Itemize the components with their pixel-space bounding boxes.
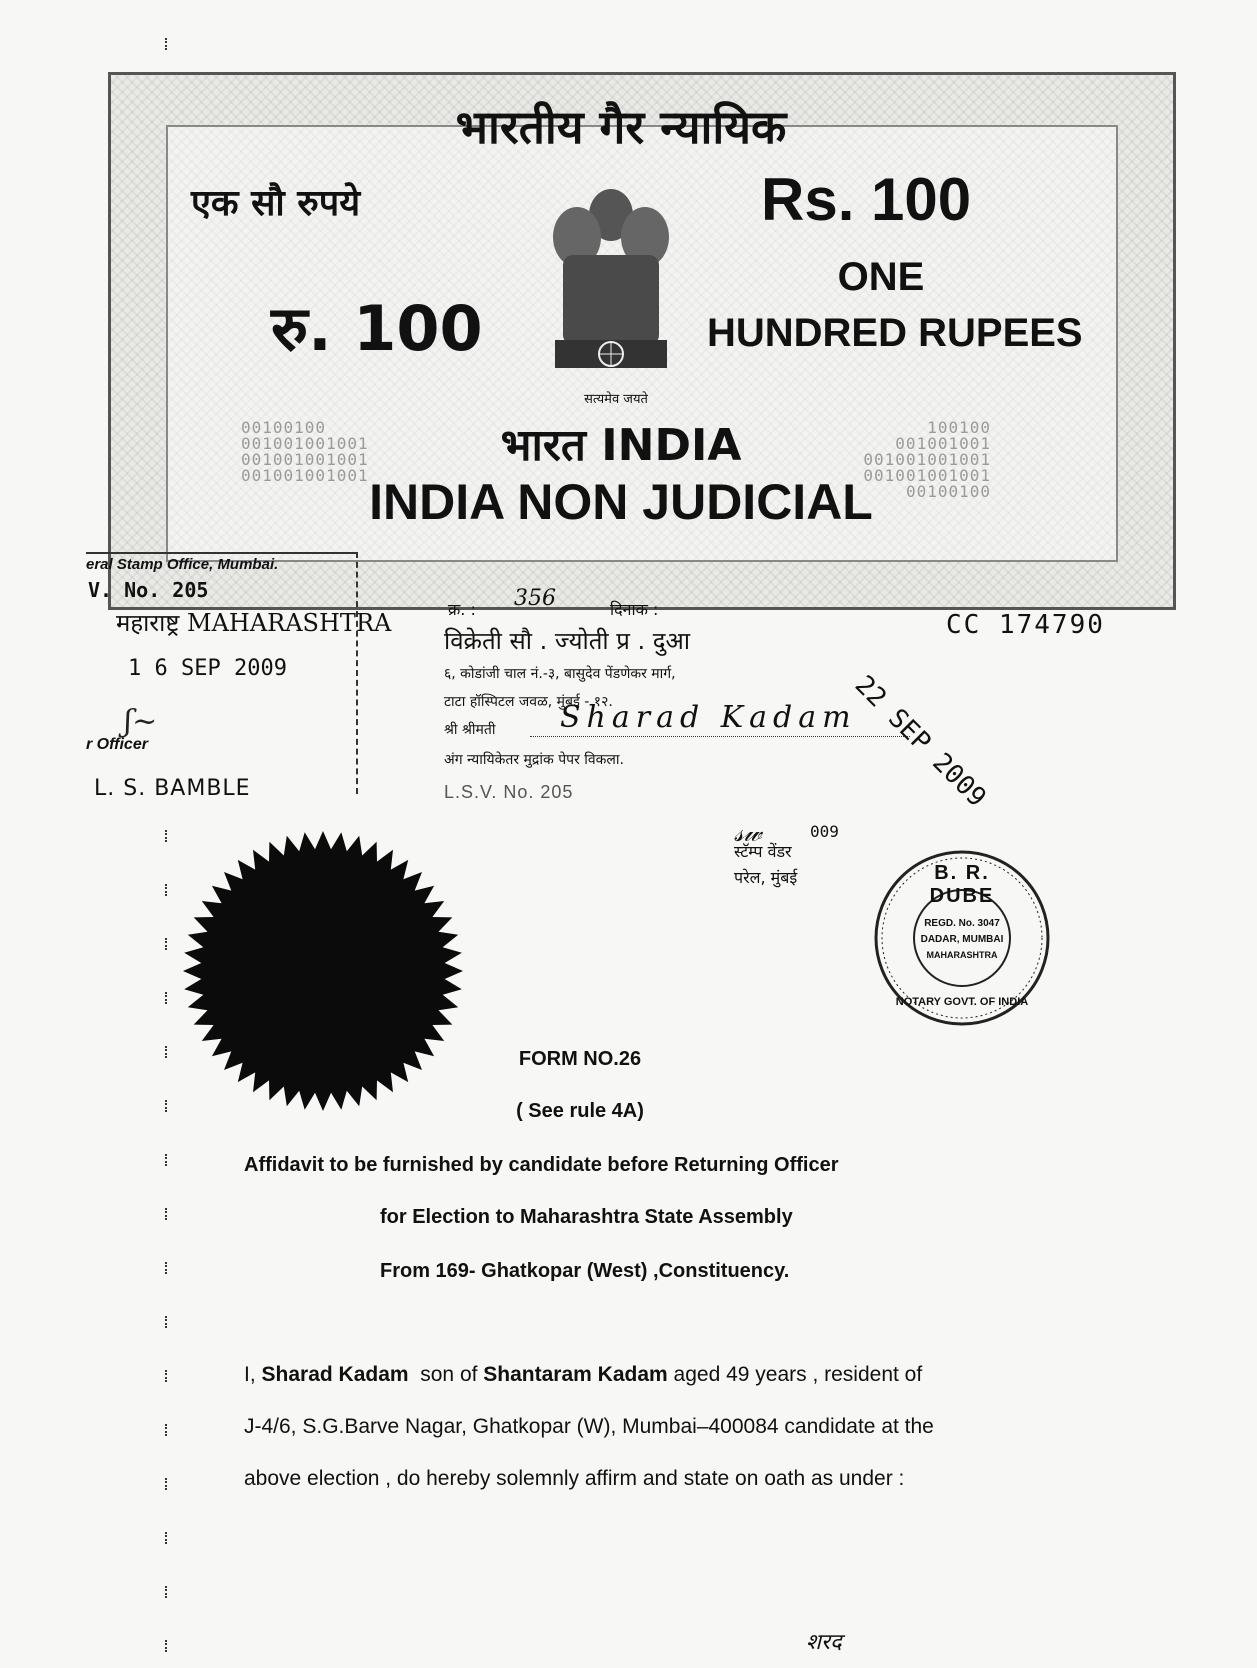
stamp-hindi-header: भारतीय गैर न्यायिक: [455, 100, 787, 154]
buyer-name: Sharad Kadam: [560, 700, 857, 735]
stamp-words-line2: HUNDRED RUPEES: [707, 311, 1083, 355]
stamp-state: महाराष्ट्र MAHARASHTRA: [116, 609, 392, 637]
buyer-label: श्री श्रीमती: [444, 722, 496, 738]
stamp-hindi-amount: एक सौ रुपये: [191, 183, 361, 224]
stamp-india-line: भारत INDIA: [500, 420, 742, 471]
notary-name: B. R. DUBE: [929, 862, 995, 907]
seller-address-line2: टाटा हॉस्पिटल जवळ, मुंबई - १२.: [444, 694, 613, 710]
ashoka-emblem-icon: [541, 175, 681, 395]
date-label: दिनाक :: [610, 600, 659, 619]
stamp-officer-name: L. S. BAMBLE: [94, 776, 251, 801]
affidavit-line3: above election , do hereby solemnly affirm and state on oath as under :: [244, 1467, 905, 1490]
license-line: अंग न्यायिकेतर मुद्रांक पेपर विकला.: [444, 752, 625, 768]
deponent-initials: शरद: [806, 1630, 842, 1655]
form-line1: Affidavit to be furnished by candidate before Returning Officer: [244, 1154, 839, 1176]
sale-date-stamp: 22 SEP 2009: [848, 670, 992, 813]
affidavit-age: aged 49 years , resident of: [667, 1363, 923, 1386]
serial-label: क्र. :: [448, 600, 476, 619]
affidavit-line1: [244, 1350, 922, 1400]
form-line3: From 169- Ghatkopar (West) ,Constituency.: [380, 1260, 790, 1282]
binary-row: 001001001: [895, 434, 991, 453]
form-rule: ( See rule 4A): [516, 1100, 644, 1122]
stamp-rs-amount: Rs. 100: [761, 166, 972, 233]
officer-signature-icon: ʃ~: [124, 704, 158, 739]
affidavit-son-of: son of: [408, 1363, 484, 1386]
notary-place: DADAR, MUMBAI: [920, 934, 1004, 945]
deponent-name: Sharad Kadam: [261, 1363, 409, 1386]
binary-row: 001001001001: [241, 434, 369, 453]
affidavit-intro: I,: [244, 1363, 262, 1386]
buyer-line: [530, 736, 910, 737]
lsv-number: L.S.V. No. 205: [444, 782, 574, 802]
stamp-vendor-number: V. No. 205: [88, 578, 209, 602]
father-name: Shantaram Kadam: [483, 1363, 668, 1386]
vendor-sign-label: स्टॅम्प वेंडर: [734, 842, 792, 861]
binary-row: 00100100: [905, 482, 991, 501]
notary-round-seal: [872, 848, 1052, 1028]
notary-black-seal-icon: [178, 826, 468, 1116]
vendor-place: परेल, मुंबई: [734, 868, 798, 887]
stamp-emblem-motto: सत्यमेव जयते: [584, 392, 648, 407]
stamp-office-name: eral Stamp Office, Mumbai.: [86, 556, 279, 573]
vendor-office-stamp: [86, 552, 392, 801]
binary-row: 00100100: [241, 418, 327, 437]
serial-number: 356: [514, 586, 556, 611]
notary-state: MAHARASHTRA: [926, 950, 998, 960]
notary-bottom: NOTARY GOVT. OF INDIA: [895, 996, 1029, 1008]
affidavit-line2: J-4/6, S.G.Barve Nagar, Ghatkopar (W), Mumbai–400084 candidate at the: [244, 1415, 934, 1438]
stamp-officer-label: r Officer: [86, 736, 148, 753]
form-title: FORM NO.26: [518, 1048, 642, 1070]
seller-address-line1: ६, कोडांजी चाल नं.-३, बासुदेव पेंडणेकर मार्ग,: [444, 666, 676, 682]
binary-row: 100100: [927, 418, 991, 437]
stamp-words-line1: ONE: [837, 255, 925, 299]
stamp-rupee-amount: रु. 100: [271, 292, 483, 365]
stamp-vendor-date: 1 6 SEP 2009: [128, 656, 287, 681]
binary-row: 001001001001: [241, 466, 369, 485]
vendor-year: 009: [810, 822, 839, 841]
stamp-paper: [108, 72, 1176, 610]
binary-row: 001001001001: [863, 466, 991, 485]
form-line2: for Election to Maharashtra State Assembly: [380, 1206, 793, 1228]
binary-row: 001001001001: [863, 450, 991, 469]
seller-name: विक्रेती सौ . ज्योती प्र . दुआ: [444, 627, 691, 655]
notary-regd: REGD. No. 3047: [924, 918, 1000, 929]
binary-row: 001001001001: [241, 450, 369, 469]
stamp-non-judicial: INDIA NON JUDICIAL: [369, 474, 873, 530]
certificate-number: CC 174790: [946, 610, 1105, 640]
vendor-signature-icon: 𝓈𝓌: [734, 818, 762, 848]
